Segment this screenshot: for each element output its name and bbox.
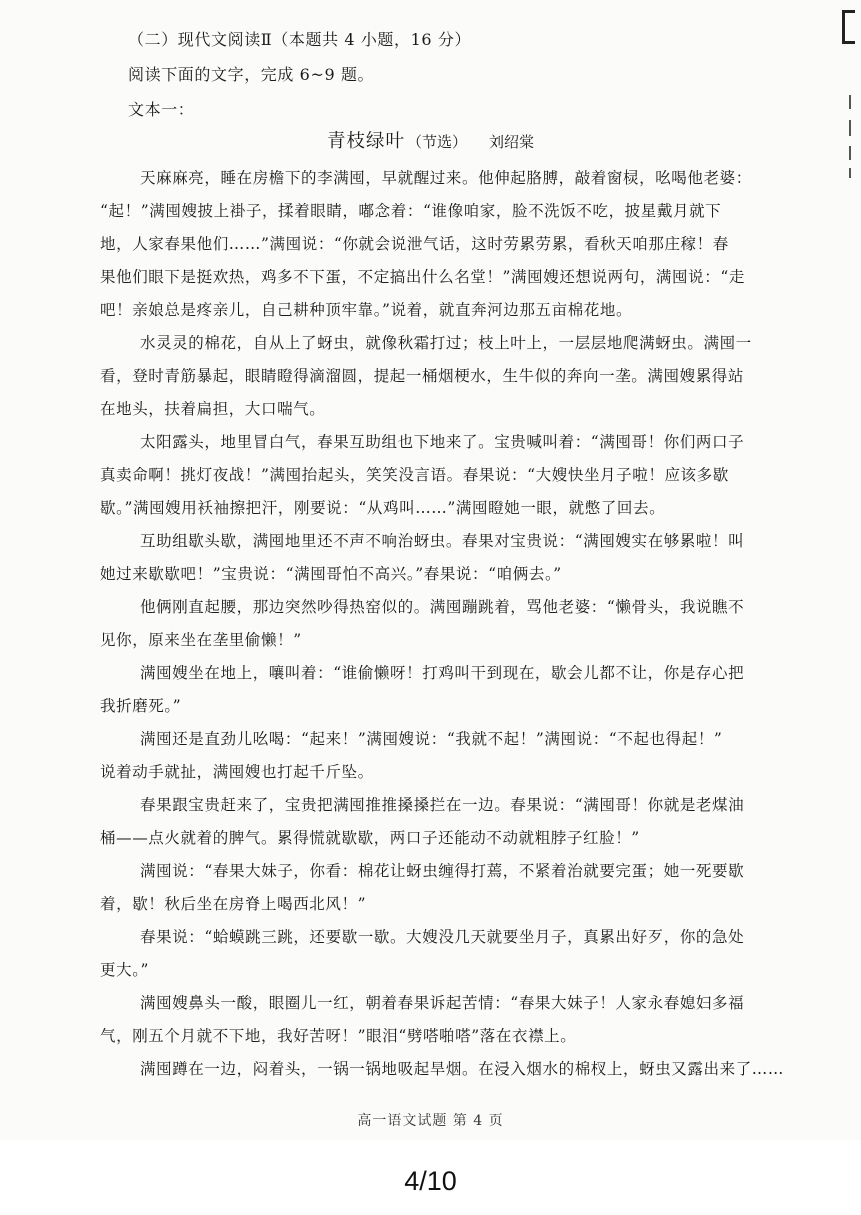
body-line: 他俩刚直起腰，那边突然吵得热窑似的。满囤蹦跳着，骂他老婆：“懒骨头，我说瞧不	[140, 598, 745, 616]
body-line: 满囤蹲在一边，闷着头，一锅一锅地吸起旱烟。在浸入烟水的棉杈上，蚜虫又露出来了……	[140, 1060, 785, 1078]
body-line: “起！”满囤嫂披上褂子，揉着眼睛，嘟念着：“谁像咱家，脸不洗饭不吃，披星戴月就下	[100, 202, 722, 220]
body-line: 太阳露头，地里冒白气，春果互助组也下地来了。宝贵喊叫着：“满囤哥！你们两口子	[140, 433, 745, 451]
article-author: 刘绍棠	[489, 133, 535, 151]
section-heading: （二）现代文阅读Ⅱ（本题共 4 小题，16 分）	[128, 30, 472, 49]
body-line: 我折磨死。”	[100, 697, 182, 715]
margin-tick	[849, 95, 851, 109]
article-title-note: （节选）	[406, 133, 467, 151]
body-line: 满囤还是直劲儿吆喝：“起来！”满囤嫂说：“我就不起！”满囤说：“不起也得起！”	[140, 730, 723, 748]
body-line: 桶——点火就着的脾气。累得慌就歇歇，两口子还能动不动就粗脖子红脸！”	[100, 829, 640, 847]
body-line: 水灵灵的棉花，自从上了蚜虫，就像秋霜打过；枝上叶上，一层层地爬满蚜虫。满囤一	[140, 334, 752, 352]
text-label: 文本一：	[128, 100, 195, 119]
article-title-block	[0, 130, 861, 154]
body-line: 看，登时青筋暴起，眼睛瞪得滴溜圆，提起一桶烟梗水，生牛似的奔向一垄。满囤嫂累得站	[100, 367, 745, 385]
body-line: 见你，原来坐在垄里偷懒！”	[100, 631, 302, 649]
body-line: 吧！亲娘总是疼亲儿，自己耕种顶牢靠。”说着，就直奔河边那五亩棉花地。	[100, 301, 633, 319]
body-line: 天麻麻亮，睡在房檐下的李满囤，早就醒过来。他伸起胳膊，敲着窗棂，吆喝他老婆：	[140, 169, 752, 187]
body-line: 地，人家春果他们……”满囤说：“你就会说泄气话，这时劳累劳累，看秋天咱那庄稼！春	[100, 235, 729, 253]
body-line: 春果说：“蛤蟆跳三跳，还要歇一歇。大嫂没几天就要坐月子，真累出好歹，你的急处	[140, 928, 745, 946]
article-title: 青枝绿叶	[326, 131, 405, 152]
body-line: 着，歇！秋后坐在房脊上喝西北风！”	[100, 895, 367, 913]
body-line: 气，刚五个月就不下地，我好苦呀！”眼泪“劈嗒啪嗒”落在衣襟上。	[100, 1027, 577, 1045]
page-footer: 高一语文试题 第 4 页	[357, 1113, 504, 1129]
body-line: 满囤说：“春果大妹子，你看：棉花让蚜虫缠得打蔫，不紧着治就要完蛋；她一死要歇	[140, 862, 745, 880]
body-line: 在地头，扶着扁担，大口喘气。	[100, 400, 326, 418]
instruction-text: 阅读下面的文字，完成 6~9 题。	[128, 65, 375, 84]
body-line: 她过来歇歇吧！”宝贵说：“满囤哥怕不高兴。”春果说：“咱俩去。”	[100, 565, 562, 583]
body-line: 说着动手就扯，满囤嫂也打起千斤坠。	[100, 763, 374, 781]
body-line: 互助组歇头歇，满囤地里还不声不响治蚜虫。春果对宝贵说：“满囤嫂实在够累啦！叫	[140, 532, 745, 550]
body-line: 歇。”满囤嫂用袄袖擦把汗，刚要说：“从鸡叫……”满囤瞪她一眼，就憋了回去。	[100, 499, 666, 517]
page-indicator: 4/10	[404, 1166, 457, 1196]
body-line: 真卖命啊！挑灯夜战！”满囤抬起头，笑笑没言语。春果说：“大嫂快坐月子啦！应该多歇	[100, 466, 729, 484]
margin-tick	[849, 168, 851, 178]
body-line: 更大。”	[100, 961, 150, 979]
binding-edge-mark	[842, 10, 855, 44]
body-line: 满囤嫂坐在地上，嚷叫着：“谁偷懒呀！打鸡叫干到现在，歇会儿都不让，你是存心把	[140, 664, 745, 682]
body-line: 满囤嫂鼻头一酸，眼圈儿一红，朝着春果诉起苦情：“春果大妹子！人家永春媳妇多福	[140, 994, 745, 1012]
body-line: 春果跟宝贵赶来了，宝贵把满囤推推搡搡拦在一边。春果说：“满囤哥！你就是老煤油	[140, 796, 745, 814]
body-line: 果他们眼下是挺欢热，鸡多不下蛋，不定搞出什么名堂！”满囤嫂还想说两句，满囤说：“走	[100, 268, 745, 286]
